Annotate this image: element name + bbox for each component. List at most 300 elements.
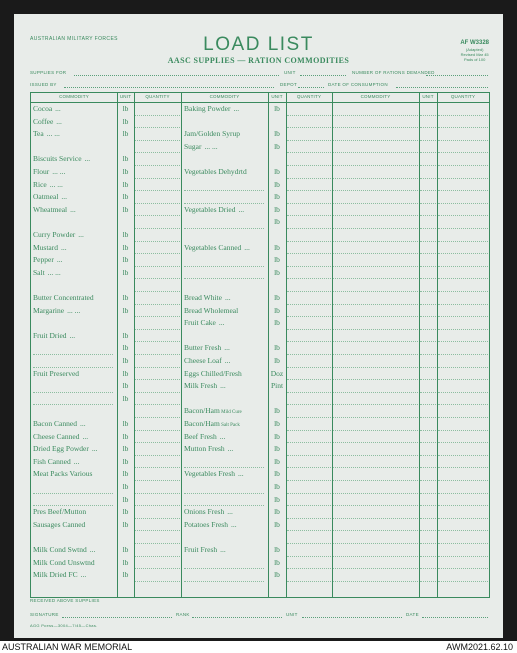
entry-line[interactable] bbox=[135, 253, 180, 254]
entry-line[interactable] bbox=[333, 518, 418, 519]
entry-line[interactable] bbox=[438, 392, 488, 393]
entry-line[interactable] bbox=[438, 304, 488, 305]
entry-line[interactable] bbox=[438, 190, 488, 191]
entry-line[interactable] bbox=[287, 253, 331, 254]
unit-label: lb bbox=[122, 154, 129, 164]
entry-line[interactable] bbox=[420, 530, 436, 531]
entry-line[interactable] bbox=[438, 253, 488, 254]
entry-line[interactable] bbox=[135, 266, 180, 267]
entry-line[interactable] bbox=[438, 127, 488, 128]
entry-line[interactable] bbox=[438, 152, 488, 153]
entry-line[interactable] bbox=[333, 253, 418, 254]
commodity-label: Milk Cond Unswtnd bbox=[33, 557, 95, 567]
entry-line[interactable] bbox=[333, 556, 418, 557]
entry-line[interactable] bbox=[438, 581, 488, 582]
entry-line[interactable] bbox=[333, 530, 418, 531]
entry-line[interactable] bbox=[438, 291, 488, 292]
unit-label: lb bbox=[274, 419, 280, 428]
unit-label: lb bbox=[274, 406, 280, 416]
unit-label: lb bbox=[122, 456, 129, 466]
entry-line[interactable] bbox=[287, 291, 331, 292]
entry-line[interactable] bbox=[135, 329, 180, 330]
entry-line[interactable] bbox=[287, 316, 331, 317]
date-label: DATE bbox=[406, 612, 419, 617]
commodity-label: Margarine ... ... bbox=[33, 305, 81, 315]
commodity-label: Milk Fresh ... bbox=[184, 381, 226, 391]
header-quantity: QUANTITY bbox=[145, 94, 170, 99]
entry-line[interactable] bbox=[135, 367, 180, 368]
entry-line[interactable] bbox=[438, 455, 488, 456]
signature-label: SIGNATURE bbox=[30, 612, 59, 617]
entry-line[interactable] bbox=[333, 379, 418, 380]
entry-line[interactable] bbox=[135, 228, 180, 229]
entry-line[interactable] bbox=[438, 341, 488, 342]
entry-line[interactable] bbox=[438, 493, 488, 494]
commodity-label: Vegetables Dehydrtd bbox=[184, 167, 247, 176]
unit-label: lb bbox=[122, 330, 129, 340]
entry-line[interactable] bbox=[420, 467, 436, 468]
entry-line[interactable] bbox=[420, 354, 436, 355]
unit-label: lb bbox=[274, 482, 280, 491]
entry-line[interactable] bbox=[333, 190, 418, 191]
received-label: RECEIVED ABOVE SUPPLIES bbox=[30, 598, 100, 603]
entry-line[interactable] bbox=[287, 379, 331, 380]
unit-label: lb bbox=[122, 431, 129, 441]
entry-line[interactable] bbox=[420, 291, 436, 292]
entry-line[interactable] bbox=[287, 493, 331, 494]
commodity-label: Jam/Golden Syrup bbox=[184, 129, 241, 139]
entry-line[interactable] bbox=[287, 304, 331, 305]
entry-line[interactable] bbox=[287, 568, 331, 569]
commodity-write-in[interactable] bbox=[184, 266, 264, 267]
entry-line[interactable] bbox=[135, 190, 180, 191]
entry-line[interactable] bbox=[135, 404, 180, 405]
commodity-write-in[interactable] bbox=[184, 467, 264, 468]
entry-line[interactable] bbox=[420, 404, 436, 405]
signature-field[interactable] bbox=[62, 617, 172, 618]
entry-line[interactable] bbox=[287, 127, 331, 128]
entry-line[interactable] bbox=[438, 329, 488, 330]
unit-label: lb bbox=[274, 570, 280, 580]
commodity-label: Bread White ... bbox=[184, 293, 231, 302]
caption-institution: AUSTRALIAN WAR MEMORIAL bbox=[2, 642, 133, 652]
entry-line[interactable] bbox=[287, 556, 331, 557]
commodity-write-in[interactable] bbox=[184, 228, 264, 229]
entry-line[interactable] bbox=[420, 203, 436, 204]
unit-label: lb bbox=[274, 557, 280, 567]
rank-label: RANK bbox=[176, 612, 190, 617]
entry-line[interactable] bbox=[287, 228, 331, 229]
entry-line[interactable] bbox=[438, 215, 488, 216]
entry-line[interactable] bbox=[420, 228, 436, 229]
commodity-label: Cheese Canned ... bbox=[33, 431, 89, 441]
unit-label: lb bbox=[274, 192, 280, 202]
entry-line[interactable] bbox=[438, 518, 488, 519]
entry-line[interactable] bbox=[420, 367, 436, 368]
entry-line[interactable] bbox=[438, 379, 488, 380]
commodity-label: Cheese Loaf ... bbox=[184, 356, 231, 365]
commodity-label: Curry Powder ... bbox=[33, 230, 84, 239]
commodity-label: Salt ... ... bbox=[33, 267, 61, 277]
entry-line[interactable] bbox=[333, 152, 418, 153]
commodity-label: Butter Concentrated bbox=[33, 293, 94, 302]
entry-line[interactable] bbox=[438, 367, 488, 368]
unit-label: lb bbox=[122, 545, 129, 554]
entry-line[interactable] bbox=[420, 253, 436, 254]
date-of-consumption-field[interactable] bbox=[396, 87, 488, 88]
entry-line[interactable] bbox=[420, 152, 436, 153]
entry-line[interactable] bbox=[438, 480, 488, 481]
entry-line[interactable] bbox=[287, 190, 331, 191]
entry-line[interactable] bbox=[287, 581, 331, 582]
entry-line[interactable] bbox=[420, 278, 436, 279]
entry-line[interactable] bbox=[420, 341, 436, 342]
entry-line[interactable] bbox=[438, 442, 488, 443]
entry-line[interactable] bbox=[438, 278, 488, 279]
entry-line[interactable] bbox=[333, 203, 418, 204]
caption-accession: AWM2021.62.10 bbox=[446, 642, 513, 652]
entry-line[interactable] bbox=[333, 341, 418, 342]
entry-line[interactable] bbox=[420, 215, 436, 216]
commodity-write-in[interactable] bbox=[184, 278, 264, 279]
commodity-write-in[interactable] bbox=[184, 493, 264, 494]
entry-line[interactable] bbox=[420, 304, 436, 305]
entry-line[interactable] bbox=[438, 530, 488, 531]
entry-line[interactable] bbox=[287, 341, 331, 342]
entry-line[interactable] bbox=[287, 203, 331, 204]
unit-label: lb bbox=[274, 519, 280, 529]
commodity-label: Mutton Fresh ... bbox=[184, 444, 234, 454]
entry-line[interactable] bbox=[333, 367, 418, 368]
unit-label: lb bbox=[122, 393, 129, 403]
unit-label: lb bbox=[274, 507, 280, 517]
entry-line[interactable] bbox=[420, 392, 436, 393]
entry-line[interactable] bbox=[420, 543, 436, 544]
form-number bbox=[460, 40, 489, 62]
unit-label: lb bbox=[274, 167, 280, 176]
entry-line[interactable] bbox=[135, 430, 180, 431]
supplies-for-field[interactable] bbox=[74, 75, 279, 76]
entry-line[interactable] bbox=[287, 215, 331, 216]
entry-line[interactable] bbox=[333, 568, 418, 569]
entry-line[interactable] bbox=[420, 178, 436, 179]
entry-line[interactable] bbox=[135, 392, 180, 393]
entry-line[interactable] bbox=[333, 354, 418, 355]
entry-line[interactable] bbox=[420, 241, 436, 242]
entry-line[interactable] bbox=[135, 455, 180, 456]
entry-line[interactable] bbox=[333, 304, 418, 305]
unit-label: lb bbox=[122, 368, 129, 378]
unit-label: lb bbox=[274, 129, 280, 139]
entry-line[interactable] bbox=[438, 404, 488, 405]
entry-line[interactable] bbox=[287, 417, 331, 418]
header-unit: UNIT bbox=[119, 94, 132, 99]
entry-line[interactable] bbox=[420, 329, 436, 330]
entry-line[interactable] bbox=[438, 140, 488, 141]
commodity-write-in[interactable] bbox=[33, 367, 113, 368]
unit-field[interactable] bbox=[300, 75, 346, 76]
commodity-label: Flour ... ... bbox=[33, 167, 66, 176]
entry-line[interactable] bbox=[420, 127, 436, 128]
entry-line[interactable] bbox=[333, 165, 418, 166]
commodity-write-in[interactable] bbox=[184, 190, 264, 191]
commodity-write-in[interactable] bbox=[33, 404, 113, 405]
entry-line[interactable] bbox=[135, 341, 180, 342]
entry-line[interactable] bbox=[135, 581, 180, 582]
entry-line[interactable] bbox=[438, 543, 488, 544]
entry-line[interactable] bbox=[438, 203, 488, 204]
entry-line[interactable] bbox=[438, 266, 488, 267]
unit-label: lb bbox=[274, 318, 280, 328]
entry-line[interactable] bbox=[135, 140, 180, 141]
entry-line[interactable] bbox=[438, 316, 488, 317]
entry-line[interactable] bbox=[135, 505, 180, 506]
commodity-write-in[interactable] bbox=[33, 493, 113, 494]
commodity-label: Sausages Canned bbox=[33, 519, 86, 529]
depot-field[interactable] bbox=[298, 87, 324, 88]
entry-line[interactable] bbox=[438, 115, 488, 116]
entry-line[interactable] bbox=[287, 152, 331, 153]
unit-label: lb bbox=[122, 230, 129, 239]
issued-by-field[interactable] bbox=[64, 87, 274, 88]
commodity-write-in[interactable] bbox=[33, 392, 113, 393]
entry-line[interactable] bbox=[135, 203, 180, 204]
entry-line[interactable] bbox=[420, 417, 436, 418]
entry-line[interactable] bbox=[438, 228, 488, 229]
commodity-label: Dried Egg Powder ... bbox=[33, 444, 98, 454]
issued-by-label: ISSUED BY bbox=[30, 82, 57, 87]
entry-line[interactable] bbox=[135, 304, 180, 305]
entry-line[interactable] bbox=[438, 165, 488, 166]
entry-line[interactable] bbox=[135, 215, 180, 216]
date-field[interactable] bbox=[422, 617, 488, 618]
unit-label: lb bbox=[122, 356, 129, 365]
depot-label: DEPOT bbox=[280, 82, 298, 87]
commodity-label: Rice ... ... bbox=[33, 179, 63, 189]
entry-line[interactable] bbox=[287, 278, 331, 279]
header-quantity: QUANTITY bbox=[450, 94, 476, 99]
rations-field[interactable] bbox=[426, 75, 488, 76]
entry-line[interactable] bbox=[287, 480, 331, 481]
rank-field[interactable] bbox=[192, 617, 282, 618]
entry-line[interactable] bbox=[333, 493, 418, 494]
commodity-label: Vegetables Dried ... bbox=[184, 204, 245, 214]
entry-line[interactable] bbox=[420, 430, 436, 431]
entry-line[interactable] bbox=[333, 404, 418, 405]
entry-line[interactable] bbox=[438, 417, 488, 418]
entry-line[interactable] bbox=[420, 455, 436, 456]
entry-line[interactable] bbox=[287, 505, 331, 506]
entry-line[interactable] bbox=[333, 115, 418, 116]
unit-label: lb bbox=[122, 293, 129, 302]
commodity-write-in[interactable] bbox=[184, 581, 264, 582]
entry-line[interactable] bbox=[333, 329, 418, 330]
entry-line[interactable] bbox=[333, 316, 418, 317]
commodity-write-in[interactable] bbox=[184, 505, 264, 506]
entry-line[interactable] bbox=[135, 115, 180, 116]
printer-imprint: AGG Pcess—3004—7/45—Chas. bbox=[30, 623, 98, 628]
header-commodity: COMMODITY bbox=[209, 94, 240, 99]
entry-line[interactable] bbox=[333, 442, 418, 443]
entry-line[interactable] bbox=[333, 430, 418, 431]
entry-line[interactable] bbox=[135, 379, 180, 380]
unit-label: lb bbox=[122, 179, 129, 189]
commodity-label: Milk Dried FC ... bbox=[33, 570, 87, 580]
entry-line[interactable] bbox=[438, 467, 488, 468]
commodity-label: Bacon Canned ... bbox=[33, 419, 86, 428]
entry-line[interactable] bbox=[287, 241, 331, 242]
load-list-form bbox=[14, 14, 503, 638]
entry-line[interactable] bbox=[438, 354, 488, 355]
entry-line[interactable] bbox=[135, 316, 180, 317]
entry-line[interactable] bbox=[333, 291, 418, 292]
entry-line[interactable] bbox=[333, 178, 418, 179]
entry-line[interactable] bbox=[135, 556, 180, 557]
entry-line[interactable] bbox=[135, 480, 180, 481]
commodity-label: Pepper ... bbox=[33, 255, 63, 265]
unit-label: lb bbox=[122, 255, 129, 265]
commodity-write-in[interactable] bbox=[184, 568, 264, 569]
entry-line[interactable] bbox=[420, 379, 436, 380]
form-number-code: AF W3328 bbox=[460, 40, 489, 46]
commodity-write-in[interactable] bbox=[184, 203, 264, 204]
entry-line[interactable] bbox=[438, 241, 488, 242]
header-unit: UNIT bbox=[271, 94, 283, 99]
entry-line[interactable] bbox=[333, 505, 418, 506]
unit-label: lb bbox=[274, 444, 280, 454]
entry-line[interactable] bbox=[287, 404, 331, 405]
entry-line[interactable] bbox=[420, 140, 436, 141]
header-quantity: QUANTITY bbox=[296, 94, 322, 99]
supplies-for-label: SUPPLIES FOR bbox=[30, 70, 67, 75]
entry-line[interactable] bbox=[287, 354, 331, 355]
entry-line[interactable] bbox=[135, 354, 180, 355]
entry-line[interactable] bbox=[333, 392, 418, 393]
entry-line[interactable] bbox=[420, 568, 436, 569]
commodity-label: Baking Powder ... bbox=[184, 104, 240, 113]
footer-unit-field[interactable] bbox=[302, 617, 402, 618]
entry-line[interactable] bbox=[420, 480, 436, 481]
entry-line[interactable] bbox=[287, 518, 331, 519]
unit-label: lb bbox=[274, 217, 280, 227]
entry-line[interactable] bbox=[333, 543, 418, 544]
commodity-write-in[interactable] bbox=[33, 354, 113, 355]
entry-line[interactable] bbox=[287, 530, 331, 531]
entry-line[interactable] bbox=[287, 329, 331, 330]
entry-line[interactable] bbox=[438, 430, 488, 431]
commodity-label: Sugar ... ... bbox=[184, 141, 218, 151]
unit-label: lb bbox=[122, 129, 129, 139]
entry-line[interactable] bbox=[287, 367, 331, 368]
entry-line[interactable] bbox=[438, 568, 488, 569]
entry-line[interactable] bbox=[333, 127, 418, 128]
commodity-label: Potatoes Fresh ... bbox=[184, 519, 237, 529]
commodity-label: Milk Cond Swtnd ... bbox=[33, 545, 96, 554]
entry-line[interactable] bbox=[420, 581, 436, 582]
entry-line[interactable] bbox=[287, 115, 331, 116]
entry-line[interactable] bbox=[135, 241, 180, 242]
entry-line[interactable] bbox=[135, 568, 180, 569]
unit-label: lb bbox=[122, 482, 129, 491]
entry-line[interactable] bbox=[420, 442, 436, 443]
entry-line[interactable] bbox=[333, 467, 418, 468]
entry-line[interactable] bbox=[287, 455, 331, 456]
unit-label: lb bbox=[274, 204, 280, 214]
entry-line[interactable] bbox=[420, 190, 436, 191]
entry-line[interactable] bbox=[135, 127, 180, 128]
entry-line[interactable] bbox=[420, 505, 436, 506]
entry-line[interactable] bbox=[420, 493, 436, 494]
entry-line[interactable] bbox=[333, 455, 418, 456]
entry-line[interactable] bbox=[287, 442, 331, 443]
entry-line[interactable] bbox=[287, 543, 331, 544]
entry-line[interactable] bbox=[287, 178, 331, 179]
entry-line[interactable] bbox=[287, 165, 331, 166]
entry-line[interactable] bbox=[135, 530, 180, 531]
entry-line[interactable] bbox=[438, 556, 488, 557]
entry-line[interactable] bbox=[135, 467, 180, 468]
entry-line[interactable] bbox=[438, 178, 488, 179]
entry-line[interactable] bbox=[135, 152, 180, 153]
entry-line[interactable] bbox=[135, 543, 180, 544]
commodity-label: Biscuits Service ... bbox=[33, 154, 91, 164]
entry-line[interactable] bbox=[135, 165, 180, 166]
entry-line[interactable] bbox=[333, 228, 418, 229]
entry-line[interactable] bbox=[333, 215, 418, 216]
commodity-label: Beef Fresh ... bbox=[184, 431, 226, 441]
commodity-label: Vegetables Canned ... bbox=[184, 242, 250, 252]
entry-line[interactable] bbox=[333, 581, 418, 582]
unit-label: lb bbox=[122, 444, 129, 454]
unit-label: lb bbox=[274, 267, 280, 277]
entry-line[interactable] bbox=[135, 291, 180, 292]
entry-line[interactable] bbox=[135, 417, 180, 418]
entry-line[interactable] bbox=[287, 392, 331, 393]
entry-line[interactable] bbox=[420, 165, 436, 166]
commodity-write-in[interactable] bbox=[33, 505, 113, 506]
entry-line[interactable] bbox=[333, 266, 418, 267]
entry-line[interactable] bbox=[333, 140, 418, 141]
entry-line[interactable] bbox=[135, 178, 180, 179]
entry-line[interactable] bbox=[135, 278, 180, 279]
commodity-label: Coffee ... bbox=[33, 116, 62, 126]
entry-line[interactable] bbox=[420, 556, 436, 557]
entry-line[interactable] bbox=[420, 266, 436, 267]
unit-label: lb bbox=[122, 557, 129, 567]
entry-line[interactable] bbox=[420, 518, 436, 519]
entry-line[interactable] bbox=[333, 480, 418, 481]
unit-label: lb bbox=[274, 456, 280, 466]
entry-line[interactable] bbox=[333, 417, 418, 418]
entry-line[interactable] bbox=[135, 442, 180, 443]
commodity-label: Meat Packs Various bbox=[33, 469, 93, 479]
unit-label: lb bbox=[122, 469, 129, 479]
entry-line[interactable] bbox=[287, 140, 331, 141]
entry-line[interactable] bbox=[135, 518, 180, 519]
unit-label: lb bbox=[122, 167, 129, 176]
entry-line[interactable] bbox=[438, 505, 488, 506]
entry-line[interactable] bbox=[287, 266, 331, 267]
unit-label: UNIT bbox=[284, 70, 296, 75]
entry-line[interactable] bbox=[333, 278, 418, 279]
entry-line[interactable] bbox=[333, 241, 418, 242]
entry-line[interactable] bbox=[420, 115, 436, 116]
entry-line[interactable] bbox=[287, 467, 331, 468]
entry-line[interactable] bbox=[287, 430, 331, 431]
entry-line[interactable] bbox=[135, 493, 180, 494]
header-commodity: COMMODITY bbox=[360, 94, 391, 99]
entry-line[interactable] bbox=[420, 316, 436, 317]
